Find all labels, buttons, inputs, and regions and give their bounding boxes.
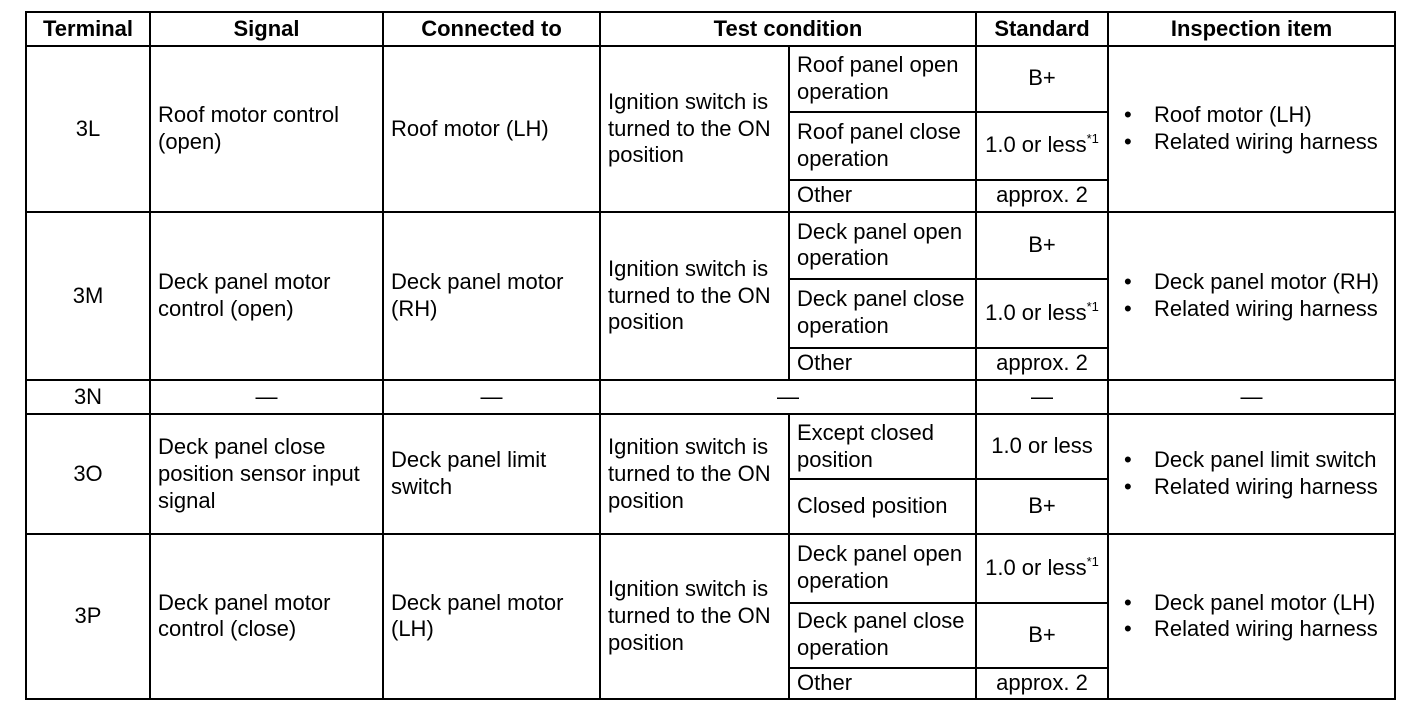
connected-to-cell: Deck panel motor (RH) — [383, 212, 600, 380]
header-connected-to: Connected to — [383, 12, 600, 46]
signal-cell: Roof motor control (open) — [150, 46, 383, 212]
signal-cell: Deck panel motor control (open) — [150, 212, 383, 380]
list-item: • Deck panel motor (LH) — [1154, 590, 1387, 617]
header-terminal: Terminal — [26, 12, 150, 46]
table-row — [26, 414, 1395, 479]
list-item: • Related wiring harness — [1154, 129, 1387, 156]
standard-cell: B+ — [976, 479, 1108, 534]
standard-cell: B+ — [976, 212, 1108, 279]
table-row — [26, 212, 1395, 279]
inspection-list — [1116, 269, 1387, 323]
inspection-cell — [1108, 46, 1395, 212]
standard-cell: B+ — [976, 46, 1108, 112]
standard-value: 1.0 or less — [985, 299, 1087, 325]
sub-condition-cell: Roof panel open operation — [789, 46, 976, 112]
list-item: • Related wiring harness — [1154, 296, 1387, 323]
sub-condition-cell: Other — [789, 180, 976, 212]
standard-cell — [976, 534, 1108, 603]
inspection-list — [1116, 447, 1387, 501]
header-standard: Standard — [976, 12, 1108, 46]
sub-condition-cell: Deck panel open operation — [789, 212, 976, 279]
test-condition-cell: Ignition switch is turned to the ON position — [600, 414, 789, 533]
standard-cell: approx. 2 — [976, 348, 1108, 380]
standard-value: 1.0 or less — [985, 132, 1087, 158]
inspection-list — [1116, 102, 1387, 156]
list-item: • Related wiring harness — [1154, 616, 1387, 643]
signal-cell: — — [150, 380, 383, 414]
header-inspection-item: Inspection item — [1108, 12, 1395, 46]
test-condition-cell: Ignition switch is turned to the ON position — [600, 534, 789, 699]
connected-to-cell: Roof motor (LH) — [383, 46, 600, 212]
test-condition-cell: Ignition switch is turned to the ON position — [600, 212, 789, 380]
header-row — [26, 12, 1395, 46]
list-item: • Related wiring harness — [1154, 474, 1387, 501]
standard-cell: — — [976, 380, 1108, 414]
standard-value: 1.0 or less — [985, 554, 1087, 580]
sub-condition-cell: Except closed position — [789, 414, 976, 479]
signal-cell: Deck panel motor control (close) — [150, 534, 383, 699]
sub-condition-cell: Other — [789, 668, 976, 700]
connected-to-cell: Deck panel limit switch — [383, 414, 600, 533]
footnote-mark: *1 — [1086, 131, 1099, 147]
inspection-cell — [1108, 414, 1395, 533]
header-signal: Signal — [150, 12, 383, 46]
inspection-list — [1116, 590, 1387, 644]
sub-condition-cell: Deck panel open operation — [789, 534, 976, 603]
signal-cell: Deck panel close position sensor input signal — [150, 414, 383, 533]
standard-cell: approx. 2 — [976, 180, 1108, 212]
sub-condition-cell: Roof panel close operation — [789, 112, 976, 180]
terminal-cell: 3L — [26, 46, 150, 212]
connected-to-cell: Deck panel motor (LH) — [383, 534, 600, 699]
list-item: • Deck panel motor (RH) — [1154, 269, 1387, 296]
sub-condition-cell: Other — [789, 348, 976, 380]
sub-condition-cell: Deck panel close operation — [789, 603, 976, 668]
standard-cell — [976, 112, 1108, 180]
terminal-cell: 3P — [26, 534, 150, 699]
sub-condition-cell: Closed position — [789, 479, 976, 534]
list-item: • Deck panel limit switch — [1154, 447, 1387, 474]
standard-cell: B+ — [976, 603, 1108, 668]
standard-cell — [976, 279, 1108, 348]
inspection-cell — [1108, 534, 1395, 699]
standard-cell: 1.0 or less — [976, 414, 1108, 479]
terminal-cell: 3O — [26, 414, 150, 533]
inspection-cell: — — [1108, 380, 1395, 414]
header-test-condition: Test condition — [600, 12, 976, 46]
sub-condition-cell: Deck panel close operation — [789, 279, 976, 348]
terminal-inspection-table — [25, 11, 1396, 700]
list-item: • Roof motor (LH) — [1154, 102, 1387, 129]
table-row — [26, 380, 1395, 414]
test-condition-cell: — — [600, 380, 976, 414]
footnote-mark: *1 — [1086, 298, 1099, 314]
terminal-cell: 3M — [26, 212, 150, 380]
test-condition-cell: Ignition switch is turned to the ON position — [600, 46, 789, 212]
table-row — [26, 46, 1395, 112]
table-row — [26, 534, 1395, 603]
connected-to-cell: — — [383, 380, 600, 414]
inspection-cell — [1108, 212, 1395, 380]
standard-cell: approx. 2 — [976, 668, 1108, 700]
footnote-mark: *1 — [1086, 553, 1099, 569]
terminal-cell: 3N — [26, 380, 150, 414]
